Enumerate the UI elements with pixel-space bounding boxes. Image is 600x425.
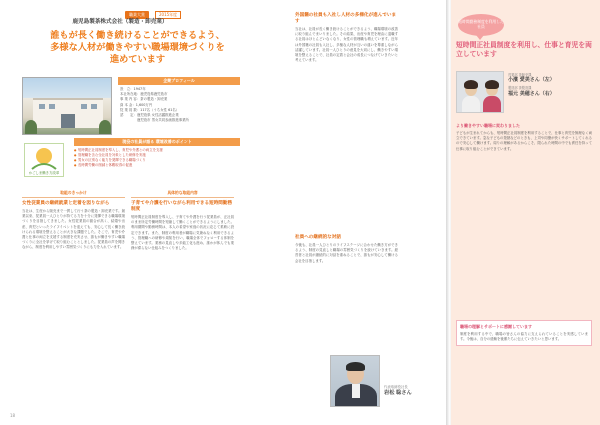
profile-rows (118, 85, 240, 123)
column-head: 具体的な取組内容 (131, 190, 234, 198)
company-name: 鹿児島製茶株式会社（製造・卸売業） (72, 19, 168, 25)
staff-list (508, 73, 596, 100)
president-photo (330, 355, 380, 407)
point-item: ● 長時間労働の削減と休暇取得の促進 (74, 163, 240, 168)
side-bubble: 短時間勤務制度を利用した社員 (458, 14, 504, 36)
profile-row: 資 本 金：1,600万円 (120, 102, 153, 107)
column-background (22, 190, 125, 251)
point-item: ● 管理職を含む全社員を対象とした研修を実施 (74, 153, 240, 158)
company-building-photo (22, 77, 112, 135)
president-caption (384, 384, 444, 396)
category-tag: 職業大賞 (125, 11, 149, 19)
column-title: 子育てや介護を行いながら利用できる短時間勤務制度 (131, 201, 233, 212)
profile-row: 従 業 員 数：117名（うち女性 61名） (120, 107, 180, 112)
company-profile (118, 77, 240, 123)
page-number: 18 (10, 413, 16, 418)
point-item: ● 男女の区別なく能力を発揮できる職場づくり (74, 158, 240, 163)
improvement-points (74, 138, 240, 168)
profile-row: 鹿児島市 男女共同参画推進事業所 (120, 118, 189, 123)
profile-row: 設 立：1947年 (120, 87, 146, 91)
column-body: 当社は、社員が長く働き続けることができるよう、職場環境の改善に取り組んでまいりました。その結果、出産や育児を理由に退職する社員はほとんどいなくなり、女性の管理職も増えています。近年は外国籍の社員も入社し、多様な人材が互いの違いを尊重しながら活躍しています。社員一人ひとりの意見を大切にし、働きやすい環境を整えることで、社員の定着と会社の成長につなげていきたいと考えています。 (295, 27, 398, 63)
point-item: ● 短時間正社員制度を導入し、育児や介護との両立を支援 (74, 148, 240, 153)
staff-role: 営業部 茶販売課 (508, 73, 532, 77)
column-body: 当社は、生産から販売まで一貫して行う茶の製造・卸売業です。創業以来、従業員一人ひとりが持てる力を十分に発揮できる職場環境づくりを目指してきました。女性従業員の割合が高く、結婚や出産、育児といったライフイベントを迎えても、安心して長く働き続けられる環境を整えることが大きな課題でした。そこで、育児や介護と仕事の両立を支援する制度を充実させ、誰もが働きやすい職場づくりに全社を挙げて取り組むこととしました。従業員の声を聞きながら、制度を利用しやすい雰囲気づくりにも力を入れています。 (22, 209, 125, 250)
column-title: 外国籍の社員も入社し人材の多様化が進んでいます (295, 13, 397, 24)
staff-role: 製造部 茶製造課 (508, 86, 532, 91)
column-title: 女性従業員の継続就業と定着を図りながら (22, 201, 110, 206)
staff-name: 福元 美穂さん（右） (508, 90, 555, 97)
points-list (74, 148, 240, 168)
side-title: 短時間正社員制度を利用し、仕事と育児を両立しています (456, 41, 592, 58)
column-title: 社員への継続的な対話 (295, 235, 341, 240)
points-title: 現役の社員が語る 環境改善のポイント (74, 138, 240, 146)
side-page (451, 0, 600, 425)
award-logo-icon (24, 143, 64, 177)
side-box (456, 320, 592, 346)
headline-line-2: 多様な人材が働きやすい職場環境づくりを進めています (50, 42, 225, 65)
column-diversity (295, 10, 398, 63)
column-body: 今後も、社員一人ひとりのライフステージに合わせた働き方ができるよう、制度の見直しと職場の雰囲気づくりを続けていきます。経営者と社員が継続的に対話を重ねることで、誰もが安心して働ける会社を目指します。 (295, 243, 398, 263)
headline-line-1: 誰もが長く働き続けることができるよう、 (50, 30, 225, 41)
award-logo-text: かごしま働き方改革 (28, 171, 60, 175)
column-body: 短時間正社員制度を導入し、子育てや介護を行う従業員が、正社員のまま所定労働時間を短縮して働くことができるようにしました。利用期間や勤務時間は、本人の希望や家庭の状況に応じて柔軟に設定できます。また、制度の利用者が職場に気兼ねなく利用できるよう、管理職への研修や周知を行い、職場全体でフォローする体制を整えています。業務の見直しや多能工化も進め、誰かが休んでも業務が滞らない仕組みをつくりました。 (131, 215, 234, 251)
column-initiatives (131, 190, 234, 251)
page-headline (50, 30, 225, 66)
profile-title: 企業プロフィール (118, 77, 240, 85)
side-body (456, 120, 592, 152)
side-box-text: 制度を利用する中で、職場の皆さんの協力に支えられていることを実感しています。今後は、自分の経験を後輩たちに伝えていきたいと思います。 (460, 332, 588, 342)
staff-photo (456, 71, 504, 113)
profile-row: 認 定：鹿児島県 女性活躍推進企業 (120, 113, 179, 118)
profile-row: 事 業 内 容：茶の製造・卸売業 (120, 97, 168, 102)
column-dialogue (295, 232, 398, 264)
profile-row: 本社所在地：鹿児島県鹿児島市 (120, 92, 168, 97)
side-box-title: 職場の理解とサポートに感謝しています (460, 324, 532, 329)
year-tag: 2015年度 (155, 11, 181, 19)
staff-name: 小濱 愛美さん（左） (508, 77, 555, 84)
president-role: 代表取締役社長 (384, 385, 408, 389)
side-text: 子どもが生まれてからも、短時間正社員制度を利用することで、仕事と育児を無理なく両立できています。急な子どもの発熱などのときも、上司や同僚が快くサポートしてくれるので安心して働けます。周りの理解があるからこそ、限られた時間の中でも責任を持って仕事に取り組むことができています。 (456, 131, 592, 151)
column-head: 取組のきっかけ (22, 190, 125, 198)
side-subtitle: より働きやすい職場に変わりました (456, 123, 520, 128)
president-name: 岩松 聡さん (384, 390, 412, 396)
